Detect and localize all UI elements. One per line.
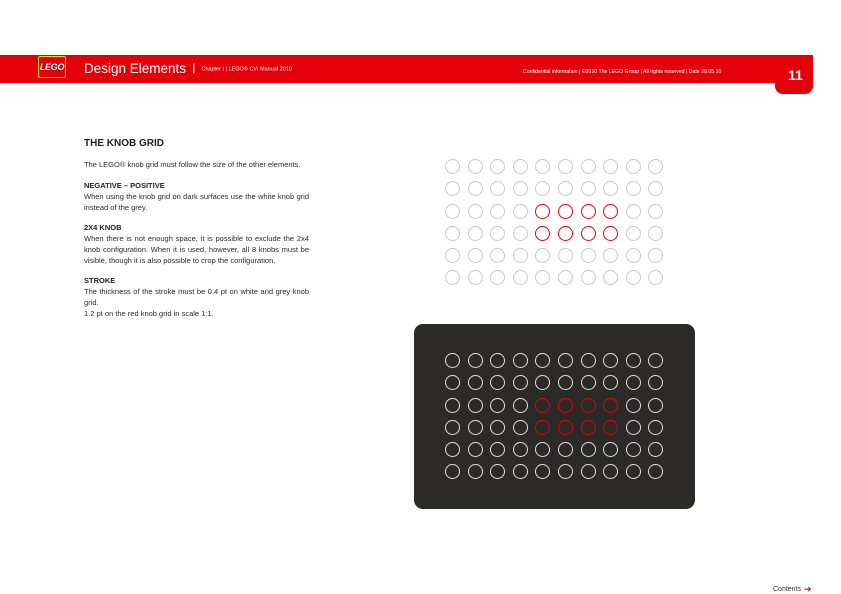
knob-circle: [490, 181, 505, 196]
knob-circle: [648, 398, 663, 413]
contents-label: Contents: [773, 586, 802, 593]
knob-circle: [626, 398, 641, 413]
section-text: When there is not enough space, it is possible to exclude the 2x4 knob configuration. When it is used, however, all 8 knobs must be visible, though it is also possible to crop the configuration.: [84, 234, 309, 265]
knob-circle: [468, 442, 483, 457]
knob-circle: [535, 181, 550, 196]
section-heading: 2X4 KNOB: [84, 223, 122, 232]
knob-grid-light: [445, 159, 663, 285]
knob-circle: [535, 248, 550, 263]
knob-circle: [626, 226, 641, 241]
knob-circle: [626, 248, 641, 263]
knob-circle: [581, 353, 596, 368]
knob-circle: [513, 398, 528, 413]
knob-circle: [626, 181, 641, 196]
knob-circle: [490, 442, 505, 457]
knob-circle: [581, 248, 596, 263]
content-column: [84, 138, 309, 328]
title-separator: I: [191, 61, 196, 76]
knob-red-circle: [535, 226, 550, 241]
knob-circle: [558, 270, 573, 285]
knob-circle: [513, 375, 528, 390]
knob-circle: [603, 159, 618, 174]
section-heading: NEGATIVE – POSITIVE: [84, 181, 165, 190]
knob-circle: [603, 353, 618, 368]
knob-circle: [603, 375, 618, 390]
knob-red-circle: [603, 226, 618, 241]
knob-circle: [558, 464, 573, 479]
knob-circle: [648, 420, 663, 435]
knob-circle: [558, 159, 573, 174]
knob-red-circle: [581, 398, 596, 413]
knob-circle: [445, 398, 460, 413]
knob-circle: [558, 442, 573, 457]
section-text: When using the knob grid on dark surfaces use the white knob grid instead of the grey.: [84, 192, 309, 212]
logo-text: LEGO: [39, 62, 65, 72]
knob-red-circle: [558, 398, 573, 413]
knob-red-circle: [558, 420, 573, 435]
knob-red-circle: [581, 226, 596, 241]
knob-circle: [468, 420, 483, 435]
confidential-notice: Confidential information | ©2010 The LEGO Group | All rights reserved | Date 28.05.10: [523, 69, 722, 75]
knob-circle: [513, 464, 528, 479]
chapter-subtitle: Chapter I | LEGO® CVI Manual 2010: [201, 66, 292, 73]
knob-circle: [445, 464, 460, 479]
knob-circle: [468, 159, 483, 174]
knob-red-circle: [603, 204, 618, 219]
knob-red-circle: [535, 420, 550, 435]
knob-circle: [445, 353, 460, 368]
page-number: 11: [788, 67, 803, 83]
knob-circle: [445, 159, 460, 174]
knob-circle: [535, 464, 550, 479]
knob-circle: [490, 398, 505, 413]
knob-circle: [581, 181, 596, 196]
knob-red-circle: [558, 204, 573, 219]
knob-red-circle: [558, 226, 573, 241]
knob-circle: [513, 270, 528, 285]
section-stroke: [84, 275, 309, 319]
knob-circle: [513, 353, 528, 368]
knob-circle: [626, 375, 641, 390]
knob-circle: [513, 442, 528, 457]
knob-circle: [445, 204, 460, 219]
knob-circle: [581, 464, 596, 479]
knob-circle: [468, 226, 483, 241]
knob-circle: [468, 375, 483, 390]
section-title: [84, 61, 292, 76]
knob-circle: [490, 204, 505, 219]
knob-circle: [490, 464, 505, 479]
knob-circle: [468, 204, 483, 219]
knob-circle: [490, 353, 505, 368]
section-text: The thickness of the stroke must be 0.4 pt on white and grey knob grid.: [84, 287, 309, 307]
knob-circle: [490, 159, 505, 174]
section-text-secondary: 1.2 pt on the red knob grid in scale 1:1.: [84, 309, 214, 318]
knob-circle: [603, 248, 618, 263]
knob-circle: [513, 226, 528, 241]
section-heading: STROKE: [84, 276, 116, 285]
knob-circle: [603, 181, 618, 196]
knob-circle: [445, 270, 460, 285]
knob-circle: [468, 398, 483, 413]
knob-circle: [490, 226, 505, 241]
knob-circle: [648, 204, 663, 219]
knob-red-circle: [535, 204, 550, 219]
knob-circle: [581, 270, 596, 285]
knob-circle: [603, 270, 618, 285]
knob-circle: [445, 226, 460, 241]
knob-circle: [535, 159, 550, 174]
contents-link[interactable]: [773, 586, 812, 593]
knob-circle: [490, 270, 505, 285]
knob-red-circle: [581, 420, 596, 435]
arrow-right-icon: ➔: [804, 584, 812, 594]
knob-circle: [626, 464, 641, 479]
knob-circle: [513, 159, 528, 174]
knob-circle: [445, 248, 460, 263]
knob-circle: [445, 375, 460, 390]
knob-circle: [558, 181, 573, 196]
knob-circle: [581, 375, 596, 390]
knob-circle: [648, 442, 663, 457]
knob-circle: [648, 248, 663, 263]
knob-circle: [535, 270, 550, 285]
intro-paragraph: The LEGO® knob grid must follow the size of the other elements.: [84, 160, 301, 169]
knob-circle: [558, 375, 573, 390]
knob-red-circle: [581, 204, 596, 219]
knob-circle: [468, 181, 483, 196]
knob-circle: [558, 248, 573, 263]
knob-circle: [603, 464, 618, 479]
knob-circle: [513, 204, 528, 219]
knob-circle: [535, 375, 550, 390]
knob-circle: [581, 159, 596, 174]
knob-circle: [626, 270, 641, 285]
knob-circle: [513, 181, 528, 196]
knob-circle: [626, 159, 641, 174]
knob-circle: [648, 464, 663, 479]
knob-circle: [468, 270, 483, 285]
knob-circle: [626, 442, 641, 457]
knob-circle: [490, 420, 505, 435]
knob-circle: [648, 181, 663, 196]
knob-circle: [603, 442, 618, 457]
knob-red-circle: [603, 398, 618, 413]
knob-circle: [535, 442, 550, 457]
knob-circle: [445, 420, 460, 435]
knob-circle: [558, 353, 573, 368]
knob-circle: [490, 375, 505, 390]
knob-circle: [581, 442, 596, 457]
knob-circle: [445, 181, 460, 196]
knob-circle: [648, 270, 663, 285]
lego-logo: [38, 56, 66, 78]
knob-circle: [468, 353, 483, 368]
knob-grid-dark: [445, 353, 663, 479]
knob-circle: [490, 248, 505, 263]
knob-circle: [468, 248, 483, 263]
knob-circle: [468, 464, 483, 479]
knob-circle: [648, 353, 663, 368]
knob-circle: [513, 420, 528, 435]
knob-circle: [648, 226, 663, 241]
knob-circle: [445, 442, 460, 457]
section-2x4-knob: [84, 222, 309, 266]
knob-circle: [535, 353, 550, 368]
knob-circle: [648, 159, 663, 174]
section-negative-positive: [84, 180, 309, 213]
knob-circle: [513, 248, 528, 263]
knob-red-circle: [535, 398, 550, 413]
knob-circle: [626, 204, 641, 219]
knob-circle: [626, 420, 641, 435]
knob-circle: [648, 375, 663, 390]
page-title: THE KNOB GRID: [84, 138, 164, 149]
section-title-text: Design Elements: [84, 61, 187, 76]
knob-circle: [626, 353, 641, 368]
knob-red-circle: [603, 420, 618, 435]
